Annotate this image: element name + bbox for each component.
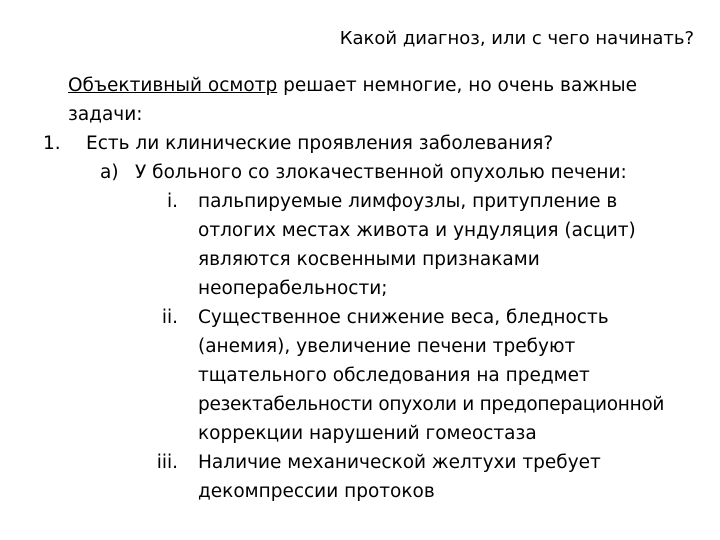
roman-item-iii bbox=[0, 448, 720, 506]
roman-item-i bbox=[0, 187, 720, 303]
roman-item-ii-line: Существенное снижение веса, бледность bbox=[198, 307, 609, 328]
sublist-item-a-marker: a) bbox=[100, 162, 119, 183]
sublist-item-a-text: У больного со злокачественной опухолью печени: bbox=[135, 162, 627, 183]
roman-item-ii-marker: ii. bbox=[161, 307, 178, 328]
list-item-1 bbox=[0, 129, 720, 158]
roman-item-i-line: являются косвенными признаками bbox=[198, 249, 540, 270]
intro-text: решает немногие, но очень важные задачи: bbox=[68, 75, 638, 125]
intro-underlined-term: Объективный осмотр bbox=[68, 75, 278, 96]
sublist-item-a bbox=[0, 158, 720, 187]
roman-item-iii-line: Наличие механической желтухи требует bbox=[198, 452, 601, 473]
roman-item-ii bbox=[0, 303, 720, 448]
roman-item-ii-line: коррекции нарушений гомеостаза bbox=[198, 423, 537, 444]
roman-item-i-line: пальпируемые лимфоузлы, притупление в bbox=[198, 191, 618, 212]
roman-item-ii-line: (анемия), увеличение печени требуют bbox=[198, 336, 576, 357]
roman-item-i-line: неоперабельности; bbox=[198, 278, 388, 299]
slide-title: Какой диагноз, или с чего начинать? bbox=[339, 28, 694, 49]
roman-item-iii-line: декомпрессии протоков bbox=[198, 481, 435, 502]
roman-item-i-line: отлогих местах живота и ундуляция (асцит) bbox=[198, 220, 636, 241]
roman-item-i-marker: i. bbox=[166, 191, 178, 212]
list-item-1-marker: 1. bbox=[43, 133, 61, 154]
list-item-1-text: Есть ли клинические проявления заболевания? bbox=[86, 133, 554, 154]
roman-item-ii-line: резектабельности опухоли и предоперационной bbox=[198, 394, 665, 415]
roman-item-iii-marker: iii. bbox=[156, 452, 178, 473]
intro-paragraph bbox=[68, 71, 708, 129]
roman-item-ii-line: тщательного обследования на предмет bbox=[198, 365, 590, 386]
